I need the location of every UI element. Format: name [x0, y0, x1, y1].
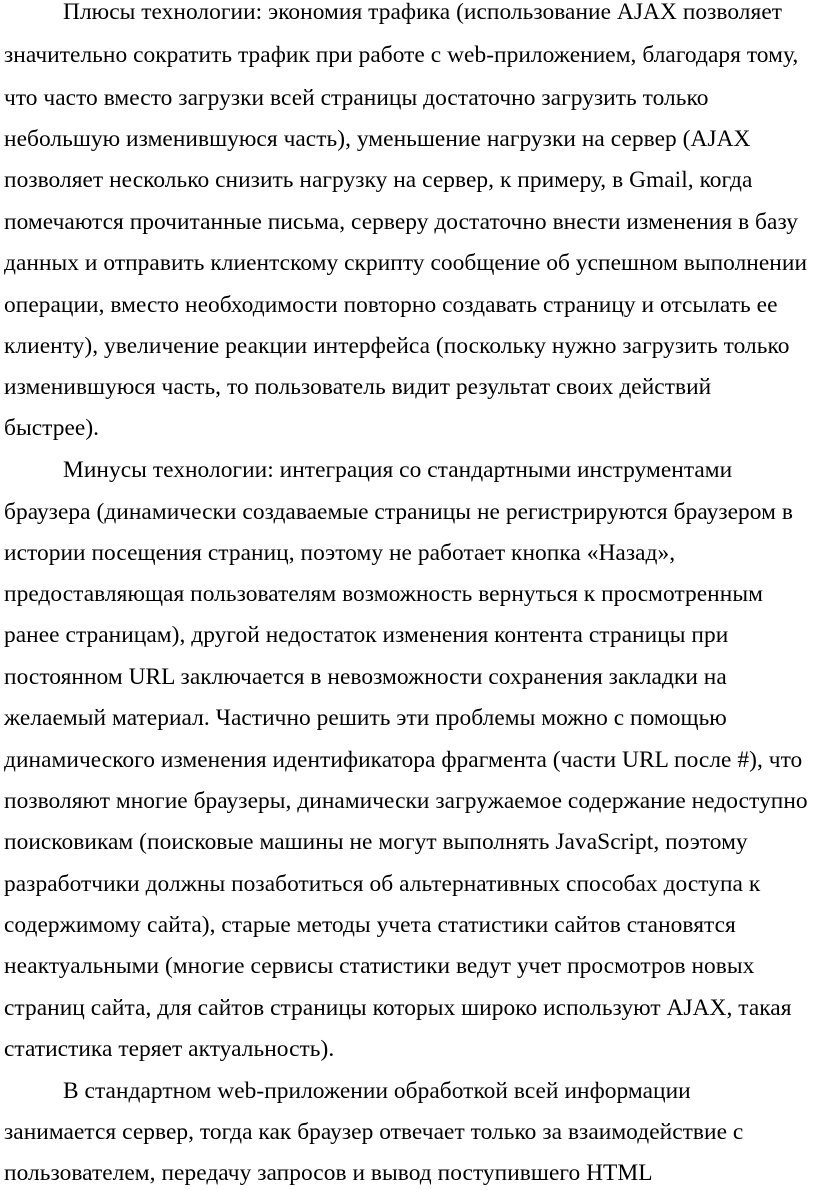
text-line: операции, вместо необходимости повторно создавать страницу и отсылать ее — [4, 292, 778, 318]
text-line: разработчики должны позаботиться об альтернативных способах доступа к — [4, 871, 761, 897]
text-line: предоставляющая пользователям возможность вернуться к просмотренным — [4, 581, 763, 607]
text-line: данных и отправить клиентскому скрипту сообщение об успешном выполнении — [4, 250, 808, 276]
text-line: занимается сервер, тогда как браузер отвечает только за взаимодействие с — [4, 1119, 744, 1145]
text-line: помечаются прочитанные письма, серверу достаточно внести изменения в базу — [4, 209, 798, 235]
text-line: небольшую изменившуюся часть), уменьшение нагрузки на сервер (AJAX — [4, 126, 751, 152]
text-line: изменившуюся часть, то пользователь видит результат своих действий — [4, 374, 712, 400]
text-line: содержимому сайта), старые методы учета статистики сайтов становятся — [4, 912, 736, 938]
text-line: В стандартном web-приложении обработкой всей информации — [63, 1078, 691, 1104]
text-line: быстрее). — [4, 415, 100, 441]
text-line: пользователем, передачу запросов и вывод поступившего HTML — [4, 1160, 653, 1186]
text-line: Минусы технологии: интеграция со стандартными инструментами — [63, 457, 733, 483]
text-line: динамического изменения идентификатора фрагмента (части URL после #), что — [4, 747, 803, 773]
text-line: позволяет несколько снизить нагрузку на сервер, к примеру, в Gmail, когда — [4, 167, 753, 193]
text-line: постоянном URL заключается в невозможности сохранения закладки на — [4, 664, 727, 690]
text-line: клиенту), увеличение реакции интерфейса (поскольку нужно загрузить только — [4, 333, 790, 359]
text-line: Плюсы технологии: экономия трафика (использование AJAX позволяет — [63, 0, 783, 25]
text-line: ранее страницам), другой недостаток изменения контента страницы при — [4, 622, 729, 648]
text-line: позволяют многие браузеры, динамически загружаемое содержание недоступно — [4, 788, 808, 814]
text-line: истории посещения страниц, поэтому не работает кнопка «Назад», — [4, 540, 676, 566]
text-line: браузера (динамически создаваемые страницы не регистрируются браузером в — [4, 499, 793, 525]
text-line: статистика теряет актуальность). — [4, 1036, 335, 1062]
text-line: что часто вместо загрузки всей страницы достаточно загрузить только — [4, 85, 709, 111]
text-line: страниц сайта, для сайтов страницы которых широко используют AJAX, такая — [4, 995, 792, 1021]
text-line: желаемый материал. Частично решить эти проблемы можно с помощью — [4, 705, 727, 731]
text-line: поисковикам (поисковые машины не могут выполнять JavaScript, поэтому — [4, 829, 748, 855]
text-line: неактуальными (многие сервисы статистики ведут учет просмотров новых — [4, 953, 755, 979]
text-line: значительно сократить трафик при работе с web-приложением, благодаря тому, — [4, 42, 799, 68]
